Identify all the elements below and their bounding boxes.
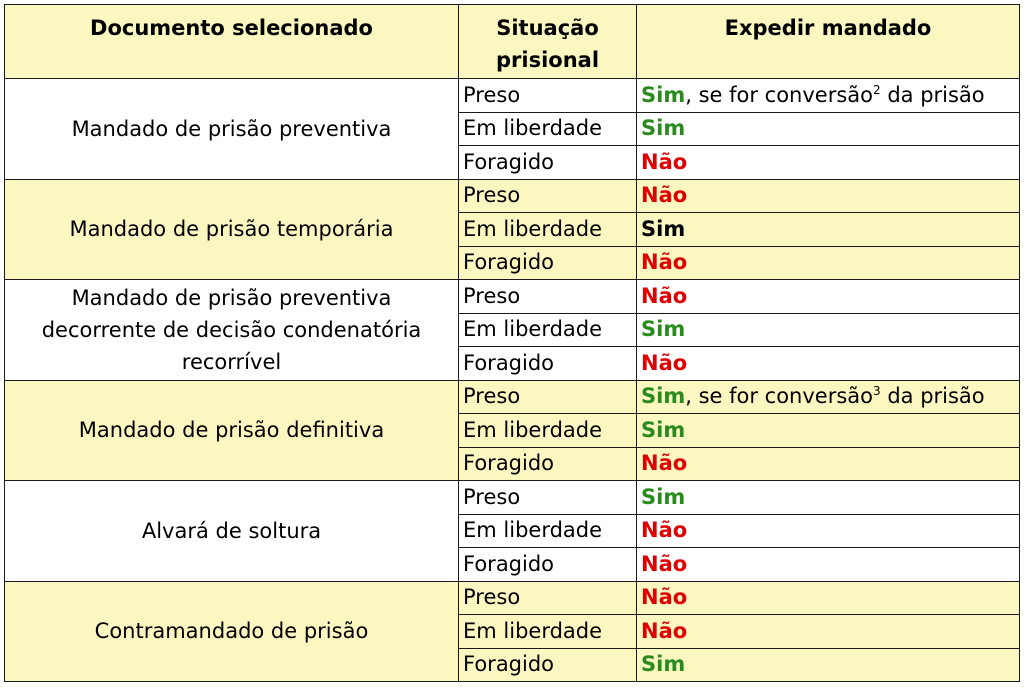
- expedir-note: , se for conversão: [685, 384, 873, 409]
- expedir-value: Sim: [641, 216, 686, 241]
- situacao-cell: Foragido: [459, 548, 637, 582]
- expedir-cell: [637, 213, 1020, 247]
- expedir-value: Não: [641, 250, 688, 275]
- expedir-value: Sim: [641, 384, 686, 409]
- situacao-cell: Preso: [459, 79, 637, 113]
- expedir-value: Não: [641, 585, 688, 610]
- expedir-cell: [637, 414, 1020, 448]
- table-row: [5, 581, 1020, 615]
- expedir-cell: [637, 548, 1020, 582]
- expedir-cell: [637, 581, 1020, 615]
- expedir-value: Não: [641, 618, 688, 643]
- documento-cell: Contramandado de prisão: [5, 581, 459, 682]
- situacao-cell: Em liberdade: [459, 514, 637, 548]
- expedir-value: Não: [641, 350, 688, 375]
- situacao-cell: Foragido: [459, 447, 637, 481]
- situacao-cell: Em liberdade: [459, 414, 637, 448]
- expedir-cell: [637, 112, 1020, 146]
- situacao-cell: Foragido: [459, 246, 637, 280]
- expedir-value: Sim: [641, 317, 686, 342]
- documento-cell: Mandado de prisão definitiva: [5, 380, 459, 481]
- expedir-cell: [637, 648, 1020, 682]
- expedir-cell: [637, 481, 1020, 515]
- expedir-value: Sim: [641, 417, 686, 442]
- expedir-value: Não: [641, 283, 688, 308]
- expedir-cell: [637, 447, 1020, 481]
- expedir-cell: [637, 615, 1020, 649]
- situacao-cell: Preso: [459, 380, 637, 414]
- header-situacao: Situação prisional: [459, 5, 637, 79]
- expedir-note: , se for conversão: [685, 82, 873, 107]
- expedir-cell: [637, 179, 1020, 213]
- situacao-cell: Em liberdade: [459, 313, 637, 347]
- footnote-ref: 2: [873, 82, 881, 97]
- documento-cell: Mandado de prisão temporária: [5, 179, 459, 280]
- table-row: [5, 280, 1020, 314]
- expedir-cell: [637, 514, 1020, 548]
- situacao-cell: Em liberdade: [459, 213, 637, 247]
- expedir-cell: [637, 79, 1020, 113]
- footnote-ref: 3: [873, 384, 881, 399]
- situacao-cell: Foragido: [459, 347, 637, 381]
- table-row: [5, 179, 1020, 213]
- header-documento: Documento selecionado: [5, 5, 459, 79]
- expedir-value: Não: [641, 551, 688, 576]
- documento-cell: Mandado de prisão preventiva: [5, 79, 459, 180]
- expedir-note-end: da prisão: [880, 384, 985, 409]
- expedir-cell: [637, 146, 1020, 180]
- table-row: [5, 481, 1020, 515]
- situacao-cell: Preso: [459, 581, 637, 615]
- table-row: [5, 79, 1020, 113]
- expedir-note-end: da prisão: [880, 82, 985, 107]
- expedir-value: Não: [641, 149, 688, 174]
- situacao-cell: Em liberdade: [459, 112, 637, 146]
- expedir-value: Não: [641, 518, 688, 543]
- warrant-table: [4, 4, 1020, 682]
- expedir-value: Sim: [641, 652, 686, 677]
- expedir-value: Sim: [641, 484, 686, 509]
- header-row: [5, 5, 1020, 79]
- situacao-cell: Preso: [459, 179, 637, 213]
- situacao-cell: Preso: [459, 280, 637, 314]
- table-row: [5, 380, 1020, 414]
- expedir-cell: [637, 280, 1020, 314]
- expedir-value: Sim: [641, 82, 686, 107]
- expedir-cell: [637, 347, 1020, 381]
- expedir-cell: [637, 380, 1020, 414]
- situacao-cell: Foragido: [459, 648, 637, 682]
- situacao-cell: Preso: [459, 481, 637, 515]
- expedir-value: Não: [641, 183, 688, 208]
- expedir-cell: [637, 246, 1020, 280]
- situacao-cell: Em liberdade: [459, 615, 637, 649]
- header-expedir: Expedir mandado: [637, 5, 1020, 79]
- documento-cell: Mandado de prisão preventiva decorrente de decisão condenatória recorrível: [5, 280, 459, 381]
- situacao-cell: Foragido: [459, 146, 637, 180]
- expedir-value: Não: [641, 451, 688, 476]
- expedir-cell: [637, 313, 1020, 347]
- documento-cell: Alvará de soltura: [5, 481, 459, 582]
- expedir-value: Sim: [641, 116, 686, 141]
